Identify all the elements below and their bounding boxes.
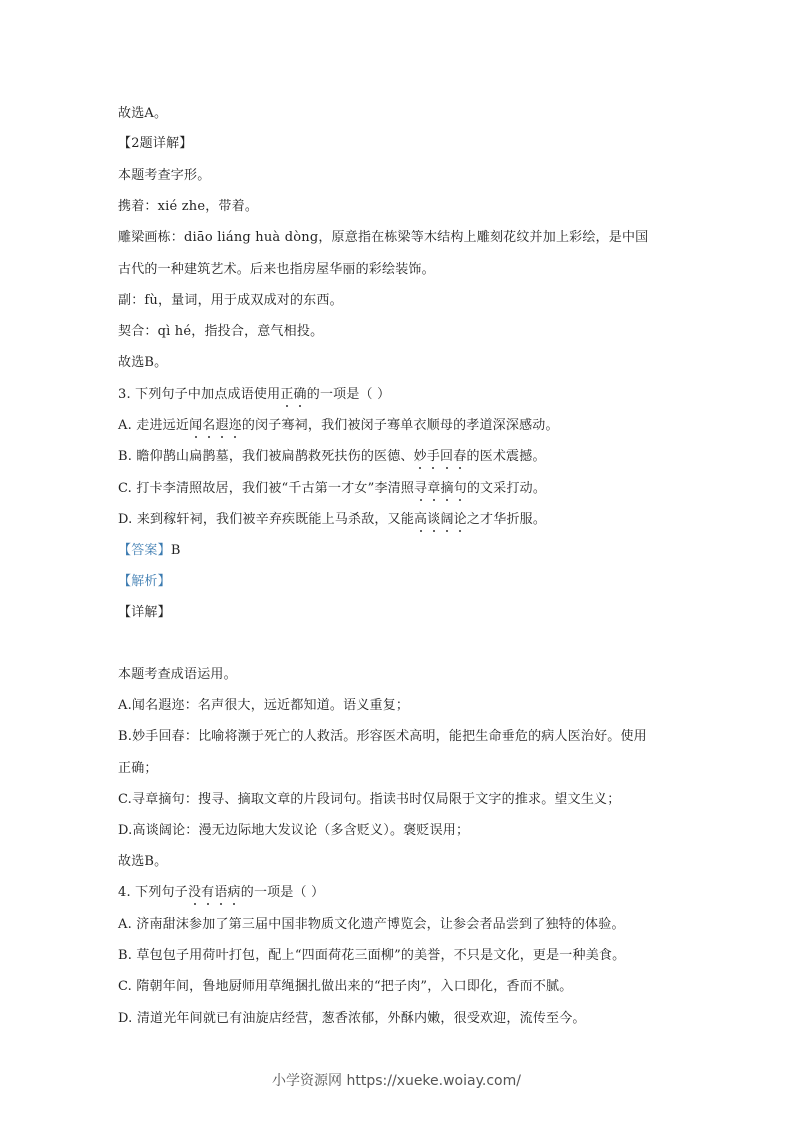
answer-value: B [170, 543, 181, 558]
emphasis-char: 句 [453, 481, 467, 496]
emphasis-char: 迩 [228, 418, 242, 433]
emphasis-char: 章 [427, 481, 441, 496]
stem-text: 的一项是（ ） [240, 885, 325, 900]
detail-label: 【详解】 [118, 605, 171, 620]
option-text: C. 打卡李清照故居，我们被“千古第一才女”李清照 [118, 481, 415, 496]
question-4-option-d: D. 清道光年间就已有油旋店经营，葱香浓郁，外酥内嫩，很受欢迎，流传至今。 [118, 1011, 586, 1026]
emphasis-char: 语 [214, 885, 228, 900]
emphasis-char: 寻 [414, 481, 428, 496]
text-line: 本题考查字形。 [118, 168, 211, 183]
emphasis-char: 回 [440, 449, 454, 464]
emphasis-char: 遐 [215, 418, 229, 433]
question-4-stem [118, 885, 324, 901]
option-text: B. 瞻仰鹊山扁鹊墓，我们被扁鹊救死扶伤的医德、 [118, 449, 414, 464]
text-line: 故选A。 [118, 106, 168, 121]
emphasized-word [280, 387, 306, 402]
emphasis-char: 没 [187, 885, 202, 900]
explanation-line: 故选B。 [118, 854, 168, 869]
emphasis-char: 病 [227, 885, 241, 900]
explanation-line: D.高谈阔论：漫无边际地大发议论（多含贬义）。褒贬误用； [118, 823, 470, 838]
explanation-line: 本题考查成语运用。 [118, 667, 237, 682]
answer-label: 【答案】 [118, 543, 171, 558]
question-3-stem [118, 387, 390, 403]
option-text: 的闵子骞祠，我们被闵子骞单衣顺母的孝道深深感动。 [241, 418, 559, 433]
emphasized-idiom [414, 481, 467, 496]
text-line: 故选B。 [118, 355, 168, 370]
emphasis-char: 妙 [413, 449, 427, 464]
emphasis-char: 阔 [440, 512, 454, 527]
question-3-option-b [118, 449, 546, 465]
emphasized-idiom [414, 512, 467, 527]
emphasis-char: 高 [414, 512, 428, 527]
answer-line [118, 543, 181, 559]
stem-text: 3. 下列句子中加点成语使用 [118, 387, 281, 402]
text-line: 古代的一种建筑艺术。后来也指房屋华丽的彩绘装饰。 [118, 262, 435, 277]
emphasis-char: 名 [202, 418, 216, 433]
question-3-option-c [118, 481, 546, 497]
explanation-line: 正确； [118, 761, 158, 776]
stem-text: 4. 下列句子 [118, 885, 188, 900]
emphasis-char: 春 [453, 449, 467, 464]
emphasized-word [188, 885, 241, 900]
text-line: 雕梁画栋：diāo liáng huà dòng，原意指在栋梁等木结构上雕刻花纹并加上彩绘，是中国 [118, 230, 649, 245]
question-4-option-b: B. 草包包子用荷叶打包，配上“四面荷花三面柳”的美誉，不只是文化，更是一种美食。 [118, 948, 626, 963]
analysis-label: 【解析】 [118, 574, 171, 589]
emphasis-char: 手 [426, 449, 441, 464]
option-text: D. 来到稼轩祠，我们被辛弃疾既能上马杀敌，又能 [118, 512, 415, 527]
emphasis-char: 闻 [189, 418, 203, 433]
emphasis-char: 论 [453, 512, 467, 527]
question-3-option-a [118, 418, 559, 434]
explanation-line: B.妙手回春：比喻将濒于死亡的人救活。形容医术高明，能把生命垂危的病人医治好。使用 [118, 729, 647, 744]
section-heading: 【2题详解】 [118, 136, 193, 151]
emphasis-char: 谈 [427, 512, 441, 527]
option-text: 之才华折服。 [466, 512, 547, 527]
text-line: 副：fù，量词，用于成双成对的东西。 [118, 293, 343, 308]
emphasis-char: 正 [280, 387, 294, 402]
explanation-line: C.寻章摘句：搜寻、摘取文章的片段词句。指读书时仅局限于文字的推求。望文生义； [118, 792, 621, 807]
emphasis-char: 有 [201, 885, 215, 900]
option-text: A. 走进远近 [118, 418, 190, 433]
explanation-line: A.闻名遐迩：名声很大，远近都知道。语义重复； [118, 698, 410, 713]
emphasized-idiom [414, 449, 467, 464]
question-4-option-c: C. 隋朝年间，鲁地厨师用草绳捆扎做出来的“把子肉”，入口即化，香而不腻。 [118, 979, 573, 994]
option-text: 的医术震撼。 [466, 449, 546, 464]
emphasis-char: 确 [293, 387, 307, 402]
emphasis-char: 摘 [440, 481, 454, 496]
emphasized-idiom [189, 418, 242, 433]
option-text: 的文采打动。 [466, 481, 547, 496]
footer-watermark: 小学资源网 https://xueke.woiay.com/ [272, 1073, 521, 1089]
stem-text: 的一项是（ ） [306, 387, 391, 402]
question-4-option-a: A. 济南甜沫参加了第三届中国非物质文化遗产博览会，让参会者品尝到了独特的体验。 [118, 917, 625, 932]
question-3-option-d [118, 512, 546, 528]
text-line: 契合：qì hé，指投合，意气相投。 [118, 324, 324, 339]
text-line: 携着：xié zhe，带着。 [118, 199, 259, 214]
